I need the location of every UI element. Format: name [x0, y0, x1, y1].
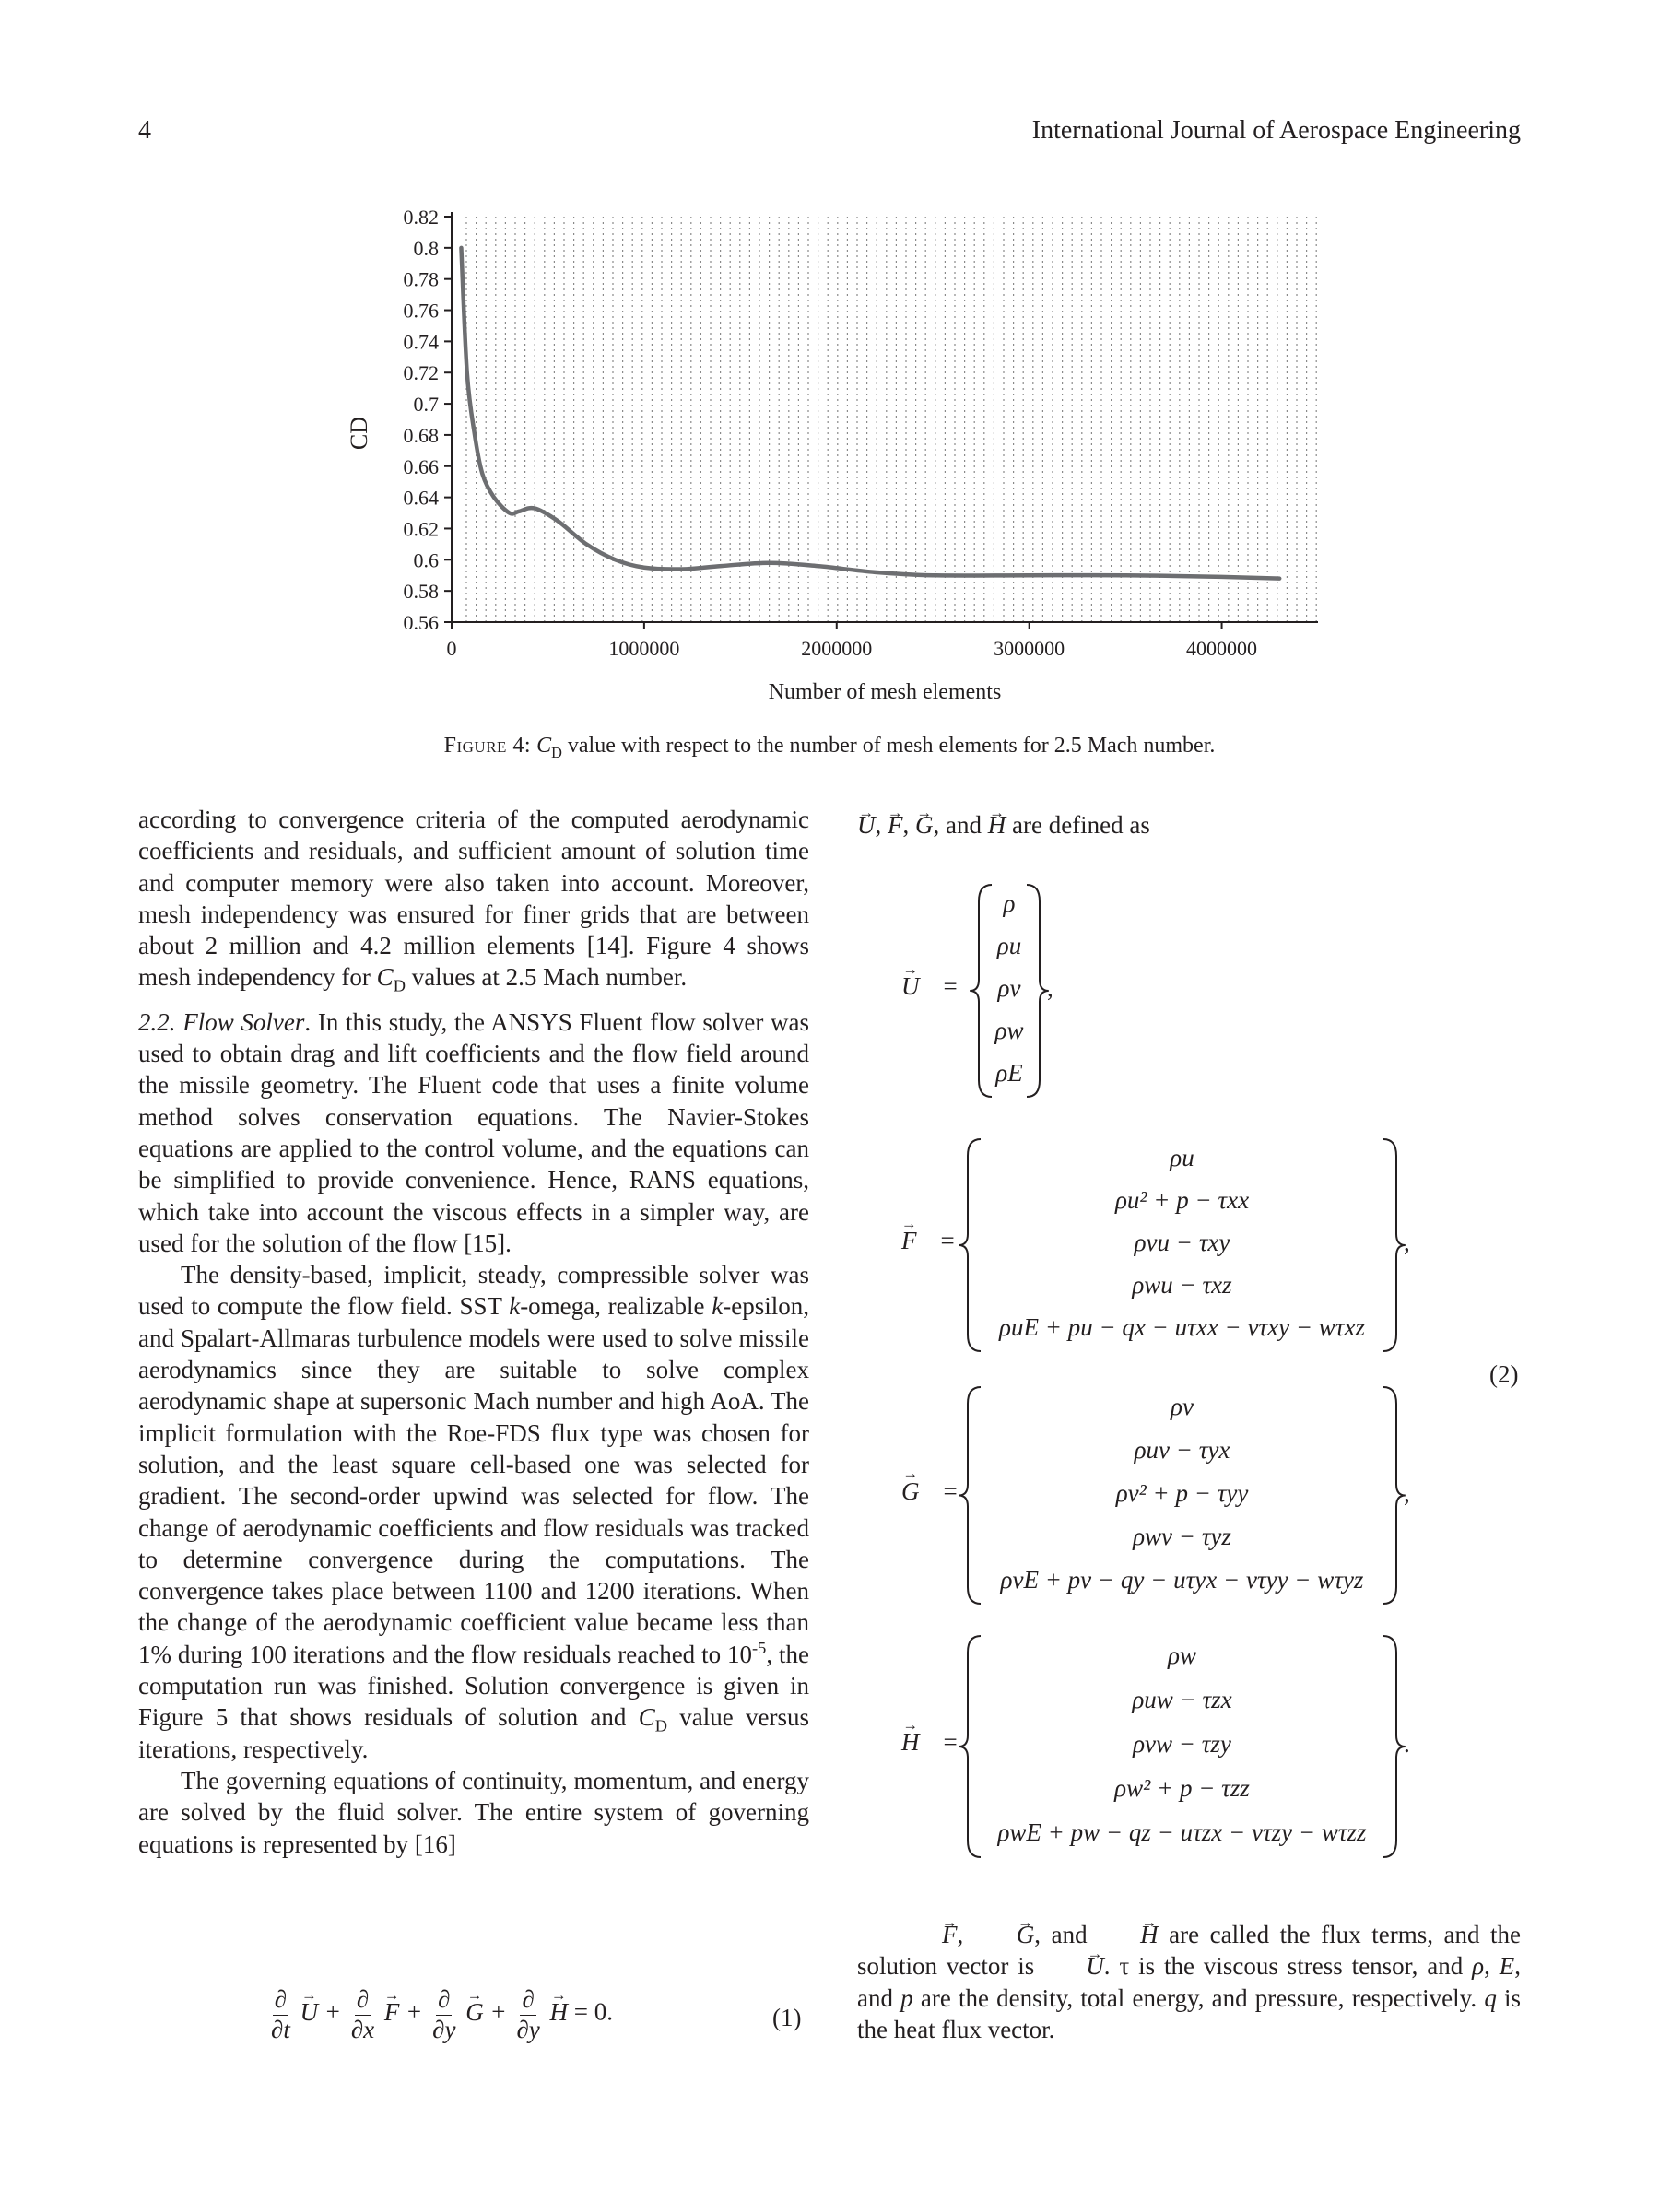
chart-y-axis: [404, 206, 453, 634]
y-tick-label: 0.58: [403, 580, 439, 604]
vector-f-rows: [981, 1139, 1383, 1351]
y-tick-label: 0.82: [403, 206, 439, 229]
x-tick-label: 4000000: [1186, 637, 1258, 660]
x-tick-label: 3000000: [994, 637, 1065, 660]
vector-component: ρvu − τxy: [1134, 1229, 1230, 1256]
cd-mesh-chart: [313, 203, 1355, 719]
brace: [1383, 1139, 1406, 1351]
vector-component: ρwu − τxz: [1132, 1271, 1232, 1299]
vector-punctuation: ,: [1404, 1229, 1410, 1256]
brace: [970, 885, 992, 1097]
vector-component: ρw² + p − τzz: [1114, 1774, 1250, 1802]
vector-component: ρE: [995, 1059, 1023, 1087]
series-line: [461, 248, 1279, 579]
brace: [1027, 885, 1049, 1097]
y-tick-label: 0.7: [413, 393, 439, 417]
y-tick-label: 0.76: [403, 299, 439, 323]
equation-2-number: (2): [1489, 1360, 1519, 1388]
paragraph-solver: The density-based, implicit, steady, compressible solver was used to compute the flow field. SST k-omega, realizable k-epsilon, and Spalart-Allmaras turbulence models were used to solve missile aerodynamics since they are suitable to solve complex aerodynamic shape at supersonic Mach number and high AoA. The implicit formulation with the Roe-FDS flux type was chosen for solution, and the least square cell-based one was selected for gradient. The second-order upwind was selected for flow. The change of aerodynamic coefficients and flow residuals was tracked to determine convergence during the computations. The convergence takes place between 1100 and 1200 iterations. When the change of the aerodynamic coefficient value became less than 1% during 100 iterations and the flow residuals reached to $10^{-5}$, the computation run was finished. Solution convergence is given in Figure 5 that shows residuals of solution and $C_D$ value versus iterations, respectively.: [138, 1261, 809, 1763]
vector-component: ρvE + pv − qy − uτyx − vτyy − wτyz: [1000, 1565, 1364, 1594]
vector-component: ρv² + p − τyy: [1115, 1478, 1249, 1507]
vector-punctuation: ,: [1404, 1478, 1410, 1507]
vector-component: ρu: [1170, 1144, 1194, 1171]
y-tick-label: 0.8: [413, 236, 439, 260]
vector-h-name: → H =: [901, 1728, 958, 1757]
journal-title: International Journal of Aerospace Engineering: [1031, 116, 1521, 145]
vector-u-name: → U =: [901, 972, 958, 1001]
y-tick-label: 0.74: [403, 330, 439, 354]
vector-component: ρwv − τyz: [1133, 1522, 1231, 1550]
vector-component: ρ: [1003, 889, 1016, 917]
vector-u-rows: [992, 885, 1027, 1097]
y-tick-label: 0.68: [403, 423, 439, 447]
section-flow-solver: 2.2. Flow Solver. In this study, the ANSYS Fluent flow solver was used to obtain drag and lift coefficients and the flow field around the missile geometry. The Fluent code that uses a finite volume method solves conservation equations. The Navier-Stokes equations are applied to the control volume, and the equations can be simplified to provide convenience. Hence, RANS equations, which take into account the viscous effects in a simpler way, are used for the solution of the flow [15].: [138, 1007, 810, 1257]
x-axis-label: Number of mesh elements: [768, 680, 1002, 704]
page-number: 4: [138, 116, 151, 145]
paragraph-governing: The governing equations of continuity, momentum, and energy are solved by the fluid solver. The entire system of governing equations is represented by [16]: [138, 1766, 809, 1858]
caption-label: Figure 4:: [443, 734, 532, 758]
brace: [1383, 1636, 1406, 1857]
vector-g-rows: [981, 1387, 1383, 1604]
y-tick-label: 0.64: [403, 486, 439, 510]
y-tick-label: 0.72: [403, 361, 439, 385]
section-heading: 2.2. Flow Solver: [138, 1007, 305, 1036]
y-tick-label: 0.78: [403, 267, 439, 291]
x-tick-label: 1000000: [608, 637, 680, 660]
vector-component: ρwE + pw − qz − uτzx − vτzy − wτzz: [997, 1818, 1367, 1846]
figure-caption: [0, 734, 1659, 759]
chart-grid: [466, 217, 1316, 622]
brace: [1383, 1387, 1406, 1604]
x-tick-label: 2000000: [801, 637, 873, 660]
right-intro: → U, → F, → G, and → H are defined as: [857, 809, 1521, 841]
y-tick-label: 0.66: [403, 454, 439, 478]
vector-f-name: → F =: [901, 1227, 955, 1255]
equation-1: $\frac{\partial}{\partial t}$ → U + $\frac{\partial}{\partial x}$ → F + $\frac{\partial}{\partial y}$ → G + $\frac{\partial}{\partial y}$ → H = 0.: [267, 1985, 613, 2043]
vector-component: ρu: [996, 932, 1022, 959]
right-closing: → F, → G, and → H are called the flux terms, and the solution vector is → U. τ is the viscous stress tensor, and ρ, E, and p are the density, total energy, and pressure, respectively. q is the heat flux vector.: [857, 1919, 1521, 2045]
vector-component: ρw: [1168, 1641, 1196, 1669]
vector-component: ρv: [1171, 1392, 1194, 1420]
x-tick-label: 0: [446, 637, 457, 660]
vector-g-name: → G =: [901, 1477, 958, 1506]
vector-component: ρu² + p − τxx: [1114, 1186, 1250, 1214]
paragraph-mesh: according to convergence criteria of the computed aerodynamic coefficients and residuals, and sufficient amount of solution time and computer memory were also taken into account. Moreover, mesh independency was ensured for finer grids that are between about 2 million and 4.2 million elements [14]. Figure 4 shows mesh independency for $C_D$ values at 2.5 Mach number.: [138, 806, 809, 995]
y-tick-label: 0.62: [403, 517, 439, 541]
caption-cd-sub: D: [551, 743, 562, 761]
brace: [959, 1139, 981, 1351]
vector-punctuation: ,: [1047, 974, 1053, 1002]
vector-component: ρw: [994, 1017, 1024, 1044]
vector-h-rows: [981, 1636, 1383, 1857]
y-tick-label: 0.56: [403, 611, 439, 634]
y-axis-label: CD: [346, 416, 372, 451]
left-column: [138, 804, 809, 1860]
vector-punctuation: .: [1404, 1730, 1410, 1758]
vector-component: ρuv − τyx: [1134, 1435, 1230, 1464]
vector-component: ρvw − τzy: [1133, 1730, 1231, 1758]
caption-text: value with respect to the number of mesh elements for 2.5 Mach number.: [561, 734, 1216, 758]
y-tick-label: 0.6: [413, 548, 439, 572]
equation-1-number: (1): [772, 2004, 802, 2031]
vector-component: ρuE + pu − qx − uτxx − vτxy − wτxz: [999, 1313, 1365, 1341]
chart-x-axis: [447, 622, 1319, 660]
brace: [959, 1636, 981, 1857]
vector-component: ρv: [997, 974, 1021, 1002]
brace: [959, 1387, 981, 1604]
caption-cd: C: [536, 734, 552, 758]
vector-component: ρuw − τzx: [1132, 1686, 1232, 1713]
